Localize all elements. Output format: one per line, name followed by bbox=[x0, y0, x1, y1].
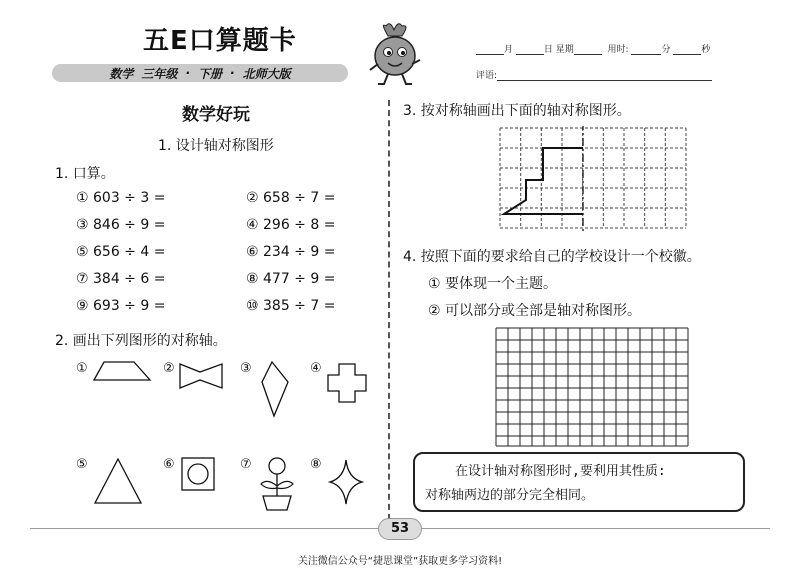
triangle-shape-icon bbox=[92, 456, 144, 506]
second-blank[interactable] bbox=[673, 54, 701, 55]
shape-label: ① bbox=[76, 361, 88, 376]
question-3-label: 3. 按对称轴画出下面的轴对称图形。 bbox=[403, 103, 631, 119]
shape-label: ⑥ bbox=[163, 457, 175, 472]
calc-item: ② 658 ÷ 7 = bbox=[246, 190, 336, 206]
banner-grade: 三年级 bbox=[141, 66, 178, 81]
question-2-label: 2. 画出下列图形的对称轴。 bbox=[55, 333, 227, 349]
calc-item: ⑦ 384 ÷ 6 = bbox=[76, 271, 166, 287]
minute-blank[interactable] bbox=[631, 54, 661, 55]
kite-shape-icon bbox=[258, 360, 292, 418]
week-label: 星期 bbox=[555, 45, 574, 55]
minute-label: 分 bbox=[661, 45, 671, 55]
flower-pot-shape-icon bbox=[255, 454, 299, 512]
question-4-label: 4. 按照下面的要求给自己的学校设计一个校徽。 bbox=[403, 249, 701, 265]
week-blank[interactable] bbox=[574, 54, 602, 55]
second-label: 秒 bbox=[701, 45, 711, 55]
shape-label: ② bbox=[163, 361, 175, 376]
shape-label: ④ bbox=[310, 361, 322, 376]
requirement-1: ① 要体现一个主题。 bbox=[428, 276, 558, 292]
bowtie-shape-icon bbox=[178, 362, 224, 390]
brand-title: 五E口算题卡 bbox=[143, 26, 297, 56]
calc-item: ⑧ 477 ÷ 9 = bbox=[246, 271, 336, 287]
calc-item: ① 603 ÷ 3 = bbox=[76, 190, 166, 206]
banner-volume: 下册 bbox=[198, 66, 223, 81]
shape-label: ⑧ bbox=[310, 457, 322, 472]
shape-label: ③ bbox=[240, 361, 252, 376]
question-1-label: 1. 口算。 bbox=[55, 166, 115, 182]
comment-row bbox=[476, 68, 712, 81]
shape-label: ⑦ bbox=[240, 457, 252, 472]
calc-item: ④ 296 ÷ 8 = bbox=[246, 217, 336, 233]
shape-label: ⑤ bbox=[76, 457, 88, 472]
banner-subject: 数学 bbox=[109, 66, 134, 81]
calc-item: ⑤ 656 ÷ 4 = bbox=[76, 244, 166, 260]
tip-line-1: 在设计轴对称图形时,要利用其性质: bbox=[455, 464, 666, 479]
symmetry-grid[interactable] bbox=[498, 126, 688, 232]
time-label: 用时: bbox=[607, 45, 629, 55]
square-circle-shape-icon bbox=[180, 456, 216, 492]
tip-line-2: 对称轴两边的部分完全相同。 bbox=[425, 488, 595, 503]
tip-box bbox=[413, 452, 745, 512]
calc-item: ⑩ 385 ÷ 7 = bbox=[246, 298, 336, 314]
day-blank[interactable] bbox=[516, 54, 544, 55]
day-label: 日 bbox=[543, 45, 553, 55]
subject-banner bbox=[52, 64, 348, 82]
radish-mascot-icon bbox=[366, 20, 424, 88]
lesson-subtitle: 1. 设计轴对称图形 bbox=[158, 138, 274, 154]
cross-shape-icon bbox=[326, 362, 368, 404]
requirement-2: ② 可以部分或全部是轴对称图形。 bbox=[428, 303, 642, 319]
month-blank[interactable] bbox=[476, 54, 504, 55]
four-point-star-shape-icon bbox=[328, 458, 364, 506]
calc-item: ③ 846 ÷ 9 = bbox=[76, 217, 166, 233]
banner-dot: · bbox=[185, 66, 190, 80]
comment-blank[interactable] bbox=[497, 80, 712, 81]
trapezoid-shape-icon bbox=[92, 360, 154, 384]
section-title: 数学好玩 bbox=[182, 105, 250, 125]
badge-design-grid[interactable] bbox=[494, 326, 690, 448]
footer-note: 关注微信公众号“捷思课堂”获取更多学习资料! bbox=[297, 556, 503, 567]
calc-item: ⑨ 693 ÷ 9 = bbox=[76, 298, 166, 314]
page-number: 53 bbox=[378, 518, 422, 540]
date-time-row bbox=[476, 42, 710, 55]
comment-label: 评语: bbox=[476, 71, 498, 81]
column-divider bbox=[388, 100, 390, 520]
banner-edition: 北师大版 bbox=[242, 66, 291, 81]
calc-item: ⑥ 234 ÷ 9 = bbox=[246, 244, 336, 260]
banner-dot: · bbox=[230, 66, 235, 80]
month-label: 月 bbox=[504, 45, 514, 55]
